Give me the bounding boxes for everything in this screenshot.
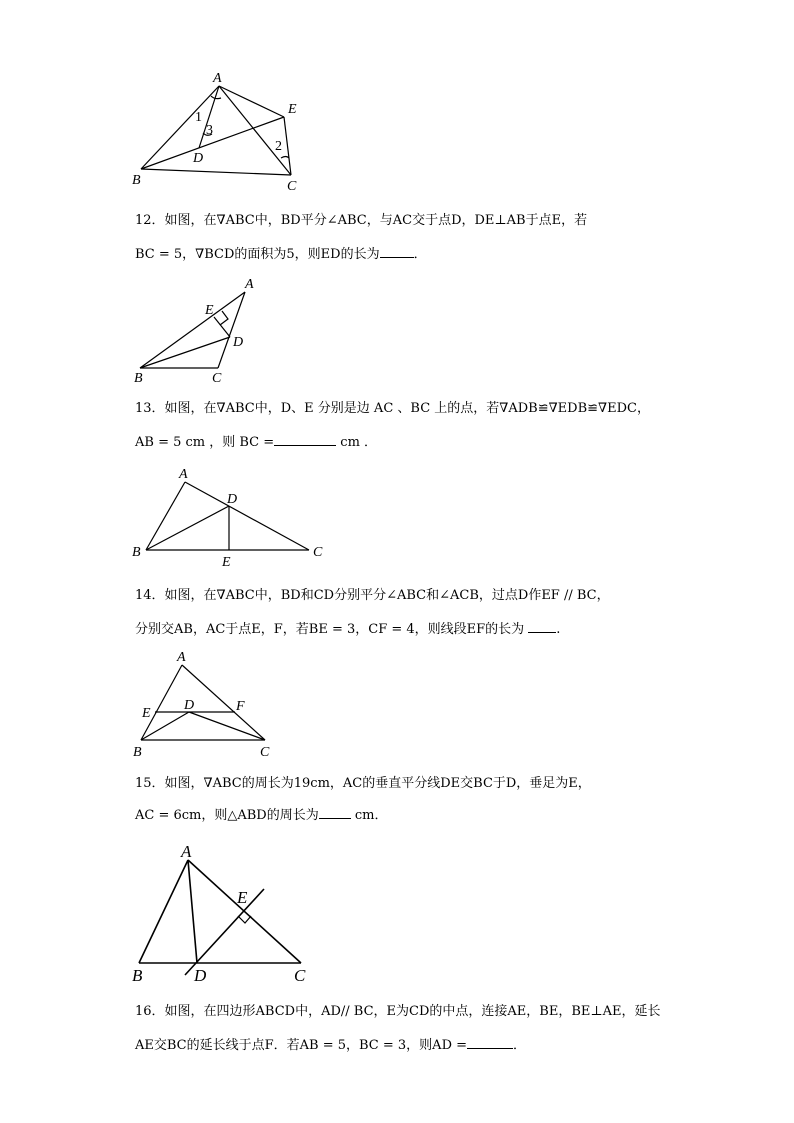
label-d: D bbox=[194, 966, 207, 985]
right-angle-mark bbox=[238, 916, 251, 923]
figure-q15 bbox=[0, 835, 794, 985]
label-angle-1: 1 bbox=[195, 110, 202, 125]
question-15-text-b: cm． bbox=[350, 808, 388, 823]
label-c: C bbox=[212, 371, 222, 386]
label-c: C bbox=[260, 745, 270, 760]
segment-ac bbox=[182, 665, 265, 740]
figure-q13 bbox=[0, 460, 794, 575]
label-a: A bbox=[245, 277, 254, 292]
question-15-line-2 bbox=[135, 806, 387, 824]
label-c: C bbox=[294, 966, 306, 985]
question-16-line-1: 16．如图，在四边形ABCD中，AD// BC，E为CD的中点，连接AE，BE，BE⊥AE，延长 bbox=[135, 1004, 661, 1019]
figure-q12 bbox=[0, 270, 794, 390]
question-13-text-b: cm ． bbox=[336, 435, 378, 450]
question-14-text-b: . bbox=[556, 622, 561, 637]
figure-q11 bbox=[0, 0, 794, 200]
question-14-line-1: 14．如图，在∇ABC中，BD和CD分别平分∠ABC和∠ACB，过点D作EF // BC， bbox=[135, 588, 610, 603]
label-e: E bbox=[288, 102, 297, 117]
label-e: E bbox=[205, 303, 214, 318]
label-e: E bbox=[237, 888, 248, 907]
question-16-text-b: ． bbox=[513, 1038, 527, 1053]
question-13-line-2 bbox=[135, 433, 377, 451]
segment-ac bbox=[219, 86, 291, 175]
question-12-text-b: ． bbox=[413, 247, 427, 262]
segment-ac bbox=[185, 482, 309, 550]
question-14-text-a: 分别交AB，AC于点E，F，若BE = 3，CF = 4，则线段EF的长为 bbox=[135, 622, 529, 637]
label-f: F bbox=[236, 699, 245, 714]
label-a: A bbox=[213, 71, 222, 86]
question-12-line-1: 12．如图，在∇ABC中，BD平分∠ABC，与AC交于点D，DE⊥AB于点E，若 bbox=[135, 213, 588, 228]
answer-blank-12[interactable] bbox=[380, 245, 414, 258]
right-angle-mark bbox=[220, 311, 228, 325]
label-a: A bbox=[177, 650, 186, 665]
label-d: D bbox=[227, 492, 238, 507]
question-16-text-a: AE交BC的延长线于点F．若AB = 5，BC = 3，则AD = bbox=[135, 1038, 468, 1053]
label-e: E bbox=[142, 706, 151, 721]
segment-bd bbox=[140, 337, 230, 368]
label-e: E bbox=[222, 555, 231, 570]
line-de-perpendicular-bisector bbox=[185, 889, 264, 975]
label-b: B bbox=[132, 545, 141, 560]
segment-ab bbox=[141, 665, 182, 740]
figure-q12-svg bbox=[0, 270, 794, 390]
question-16-line-2 bbox=[135, 1036, 526, 1054]
answer-blank-14[interactable] bbox=[528, 620, 556, 633]
question-12-line-2 bbox=[135, 245, 427, 263]
figure-q13-svg bbox=[0, 460, 794, 575]
label-d: D bbox=[193, 151, 204, 166]
label-c: C bbox=[313, 545, 323, 560]
answer-blank-15[interactable] bbox=[319, 806, 351, 819]
answer-blank-13[interactable] bbox=[274, 433, 336, 446]
label-b: B bbox=[134, 371, 143, 386]
figure-q11-svg bbox=[0, 0, 794, 200]
segment-bc bbox=[141, 169, 291, 175]
question-14-line-2 bbox=[135, 620, 560, 638]
question-15-text-a: AC = 6cm，则△ABD的周长为 bbox=[135, 808, 319, 823]
label-angle-3: 3 bbox=[206, 123, 213, 138]
question-13-text-a: AB = 5 cm ，则 BC = bbox=[135, 435, 275, 450]
segment-ab bbox=[140, 292, 245, 368]
segment-ab bbox=[139, 860, 188, 963]
figure-q14 bbox=[0, 645, 794, 765]
segment-ec bbox=[284, 117, 291, 175]
label-b: B bbox=[132, 966, 143, 985]
label-d: D bbox=[233, 335, 244, 350]
label-a: A bbox=[179, 467, 188, 482]
label-a: A bbox=[181, 842, 192, 861]
segment-ca bbox=[218, 292, 245, 368]
segment-ac bbox=[188, 860, 301, 963]
segment-dc bbox=[189, 712, 265, 740]
figure-q15-svg bbox=[0, 835, 794, 985]
question-12-text-a: BC = 5，∇BCD的面积为5，则ED的长为 bbox=[135, 247, 380, 262]
label-angle-2: 2 bbox=[275, 139, 282, 154]
label-d: D bbox=[184, 698, 195, 713]
label-b: B bbox=[133, 745, 142, 760]
figure-q14-svg bbox=[0, 645, 794, 765]
segment-ad bbox=[188, 860, 197, 963]
question-15-line-1: 15．如图，∇ABC的周长为19cm，AC的垂直平分线DE交BC于D，垂足为E， bbox=[135, 776, 591, 791]
question-13-line-1: 13．如图，在∇ABC中，D、E 分别是边 AC 、BC 上的点，若∇ADB≌∇EDB≌∇EDC， bbox=[135, 401, 650, 416]
label-b: B bbox=[132, 173, 141, 188]
segment-ad bbox=[199, 86, 219, 148]
label-c: C bbox=[287, 179, 297, 194]
segment-ae bbox=[219, 86, 284, 117]
answer-blank-16[interactable] bbox=[467, 1036, 513, 1049]
angle-arc-2 bbox=[281, 157, 289, 159]
